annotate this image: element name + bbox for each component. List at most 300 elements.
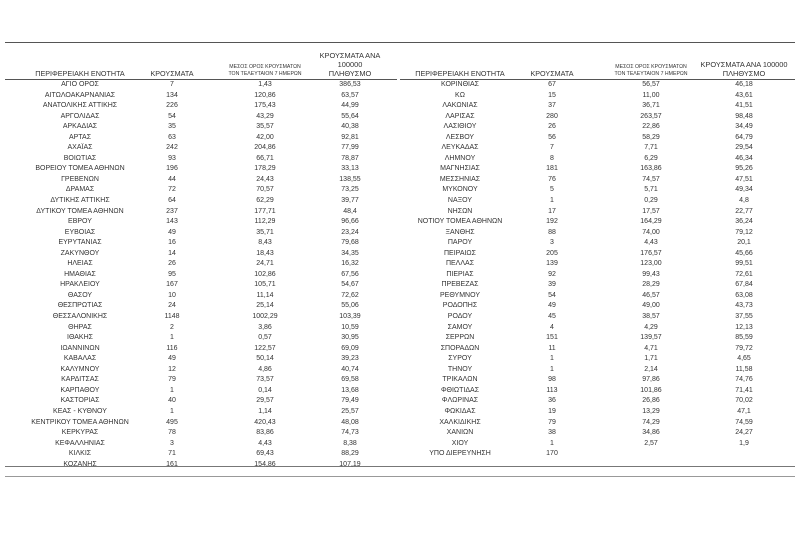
cases-cell: 54 xyxy=(168,112,176,120)
table-row xyxy=(400,154,795,165)
avg-cell: 62,29 xyxy=(256,197,274,205)
table-row xyxy=(400,196,795,207)
per100k-cell: 71,41 xyxy=(735,386,753,394)
table-row xyxy=(5,396,397,407)
avg-cell: 6,29 xyxy=(644,154,658,162)
table-row xyxy=(5,354,397,365)
per100k-cell: 47,51 xyxy=(735,175,753,183)
table-row xyxy=(5,228,397,239)
cases-cell: 39 xyxy=(548,281,556,289)
per100k-cell: 48,4 xyxy=(343,207,357,215)
per100k-cell: 96,66 xyxy=(341,218,359,226)
region-cell: ΚΑΒΑΛΑΣ xyxy=(63,355,97,363)
avg-cell: 17,57 xyxy=(642,207,660,215)
cases-cell: 196 xyxy=(166,165,178,173)
region-cell: ΙΘΑΚΗΣ xyxy=(67,334,93,342)
table-row xyxy=(5,91,397,102)
table-row xyxy=(400,80,795,91)
avg-cell: 36,71 xyxy=(642,102,660,110)
per100k-cell: 43,61 xyxy=(735,91,753,99)
per100k-cell: 40,38 xyxy=(341,123,359,131)
table-row xyxy=(5,154,397,165)
per100k-cell: 41,51 xyxy=(735,102,753,110)
table-row xyxy=(5,333,397,344)
avg-cell: 74,00 xyxy=(642,228,660,236)
cases-cell: 1 xyxy=(170,407,174,415)
header-region: ΠΕΡΙΦΕΡΕΙΑΚΗ ΕΝΟΤΗΤΑ xyxy=(415,69,505,78)
cases-cell: 49 xyxy=(168,355,176,363)
region-cell: ΝΟΤΙΟΥ ΤΟΜΕΑ ΑΘΗΝΩΝ xyxy=(417,218,503,226)
avg-cell: 13,29 xyxy=(642,407,660,415)
per100k-cell: 45,66 xyxy=(735,249,753,257)
header-cases: ΚΡΟΥΣΜΑΤΑ xyxy=(150,69,194,78)
avg-cell: 102,86 xyxy=(254,270,276,278)
per100k-cell: 22,77 xyxy=(735,207,753,215)
cases-cell: 4 xyxy=(550,323,554,331)
cases-cell: 17 xyxy=(548,207,556,215)
table-row xyxy=(5,80,397,91)
cases-cell: 116 xyxy=(166,344,178,352)
table-row xyxy=(400,91,795,102)
cases-cell: 38 xyxy=(548,429,556,437)
region-cell: ΚΕΑΣ - ΚΥΘΝΟΥ xyxy=(53,407,107,415)
per100k-cell: 67,84 xyxy=(735,281,753,289)
per100k-cell: 4,65 xyxy=(737,355,751,363)
cases-cell: 12 xyxy=(168,365,176,373)
avg-cell: 139,57 xyxy=(640,334,662,342)
region-cell: ΛΗΜΝΟΥ xyxy=(444,154,476,162)
avg-cell: 1,14 xyxy=(258,407,272,415)
cases-cell: 35 xyxy=(168,123,176,131)
table-row xyxy=(5,133,397,144)
avg-cell: 123,00 xyxy=(640,260,662,268)
table-row xyxy=(5,185,397,196)
region-cell: ΡΟΔΟΥ xyxy=(447,313,473,321)
avg-cell: 49,00 xyxy=(642,302,660,310)
cases-cell: 95 xyxy=(168,270,176,278)
cases-cell: 54 xyxy=(548,291,556,299)
region-cell: ΑΡΚΑΔΙΑΣ xyxy=(62,123,98,131)
header-per-line1: ΚΡΟΥΣΜΑΤΑ ΑΝΑ 100000 xyxy=(700,60,788,69)
region-cell: ΤΗΝΟΥ xyxy=(447,365,473,373)
cases-cell: 26 xyxy=(168,260,176,268)
cases-cell: 92 xyxy=(548,270,556,278)
cases-cell: 7 xyxy=(550,144,554,152)
table-row xyxy=(5,407,397,418)
table-row xyxy=(400,270,795,281)
header-per100k xyxy=(700,60,788,78)
table-row xyxy=(400,333,795,344)
region-cell: ΗΡΑΚΛΕΙΟΥ xyxy=(60,281,100,289)
avg-cell: 70,57 xyxy=(256,186,274,194)
per100k-cell: 11,58 xyxy=(735,365,753,373)
cases-cell: 37 xyxy=(548,102,556,110)
cases-cell: 1 xyxy=(550,197,554,205)
cases-cell: 40 xyxy=(168,397,176,405)
header-avg-line1: ΜΕΣΟΣ ΟΡΟΣ ΚΡΟΥΣΜΑΤΩΝ xyxy=(229,64,301,70)
table-row xyxy=(400,112,795,123)
avg-cell: 25,14 xyxy=(256,302,274,310)
per100k-cell: 79,49 xyxy=(341,397,359,405)
avg-cell: 1,71 xyxy=(644,355,658,363)
region-cell: ΚΙΛΚΙΣ xyxy=(68,450,92,458)
region-cell: ΛΑΚΩΝΙΑΣ xyxy=(442,102,478,110)
cases-cell: 1 xyxy=(550,355,554,363)
header-avg-line1: ΜΕΣΟΣ ΟΡΟΣ ΚΡΟΥΣΜΑΤΩΝ xyxy=(615,64,687,70)
per100k-cell: 98,48 xyxy=(735,112,753,120)
table-row xyxy=(5,312,397,323)
cases-cell: 45 xyxy=(548,313,556,321)
cases-cell: 242 xyxy=(166,144,178,152)
avg-cell: 99,43 xyxy=(642,270,660,278)
table-row xyxy=(5,449,397,460)
region-cell: ΘΕΣΣΑΛΟΝΙΚΗΣ xyxy=(52,313,108,321)
per100k-cell: 73,25 xyxy=(341,186,359,194)
table-row xyxy=(5,280,397,291)
header-per-line2: ΠΛΗΘΥΣΜΟ xyxy=(722,69,766,78)
per100k-cell: 63,57 xyxy=(341,91,359,99)
header-per-line2: ΠΛΗΘΥΣΜΟ xyxy=(328,69,372,78)
table-row xyxy=(400,280,795,291)
table-body xyxy=(400,80,795,460)
table-row xyxy=(5,270,397,281)
cases-cell: 7 xyxy=(170,81,174,88)
per100k-cell: 13,68 xyxy=(341,386,359,394)
per100k-cell: 24,27 xyxy=(735,429,753,437)
cases-cell: 181 xyxy=(546,165,558,173)
region-cell: ΙΩΑΝΝΙΝΩΝ xyxy=(60,344,100,352)
avg-cell: 83,86 xyxy=(256,429,274,437)
per100k-cell: 34,35 xyxy=(341,249,359,257)
per100k-cell: 77,99 xyxy=(341,144,359,152)
avg-cell: 177,71 xyxy=(254,207,276,215)
per100k-cell: 33,13 xyxy=(341,165,359,173)
cases-cell: 226 xyxy=(166,102,178,110)
table-row xyxy=(5,175,397,186)
avg-cell: 0,14 xyxy=(258,386,272,394)
per100k-cell: 47,1 xyxy=(737,407,751,415)
per100k-cell: 1,9 xyxy=(739,439,749,447)
top-rule xyxy=(5,42,795,43)
region-cell: ΖΑΚΥΝΘΟΥ xyxy=(60,249,100,257)
cases-cell: 134 xyxy=(166,91,178,99)
cases-cell: 19 xyxy=(548,407,556,415)
per100k-cell: 44,99 xyxy=(341,102,359,110)
region-cell: ΕΥΡΥΤΑΝΙΑΣ xyxy=(58,239,102,247)
avg-cell: 35,57 xyxy=(256,123,274,131)
avg-cell: 176,57 xyxy=(640,249,662,257)
per100k-cell: 67,56 xyxy=(341,270,359,278)
table-row xyxy=(5,217,397,228)
region-cell: ΑΓΙΟ ΟΡΟΣ xyxy=(61,81,99,88)
table-row xyxy=(400,259,795,270)
per100k-cell: 85,59 xyxy=(735,334,753,342)
table-row xyxy=(5,112,397,123)
table-row xyxy=(400,228,795,239)
region-cell: ΔΡΑΜΑΣ xyxy=(65,186,95,194)
cases-cell: 113 xyxy=(546,386,558,394)
table-row xyxy=(400,407,795,418)
per100k-cell: 64,79 xyxy=(735,133,753,141)
avg-cell: 8,43 xyxy=(258,239,272,247)
avg-cell: 7,71 xyxy=(644,144,658,152)
table-row xyxy=(5,101,397,112)
cases-cell: 1 xyxy=(550,365,554,373)
region-cell: ΗΜΑΘΙΑΣ xyxy=(64,270,96,278)
table-row xyxy=(400,344,795,355)
cases-cell: 49 xyxy=(548,302,556,310)
region-cell: ΑΡΤΑΣ xyxy=(68,133,92,141)
region-cell: ΒΟΡΕΙΟΥ ΤΟΜΕΑ ΑΘΗΝΩΝ xyxy=(35,165,125,173)
avg-cell: 69,43 xyxy=(256,450,274,458)
table-row xyxy=(5,249,397,260)
region-cell: ΛΕΣΒΟΥ xyxy=(445,133,475,141)
region-cell: ΛΑΣΙΘΙΟΥ xyxy=(443,123,477,131)
avg-cell: 105,71 xyxy=(254,281,276,289)
cases-cell: 78 xyxy=(168,429,176,437)
region-cell: ΦΘΙΩΤΙΔΑΣ xyxy=(440,386,480,394)
per100k-cell: 88,29 xyxy=(341,450,359,458)
avg-cell: 50,14 xyxy=(256,355,274,363)
region-cell: ΡΕΘΥΜΝΟΥ xyxy=(439,291,480,299)
per100k-cell: 46,18 xyxy=(735,81,753,88)
per100k-cell: 79,12 xyxy=(735,228,753,236)
cases-cell: 76 xyxy=(548,175,556,183)
cases-cell: 14 xyxy=(168,249,176,257)
avg-cell: 164,29 xyxy=(640,218,662,226)
per100k-cell: 48,08 xyxy=(341,418,359,426)
cases-cell: 1 xyxy=(170,334,174,342)
cases-cell: 3 xyxy=(550,239,554,247)
table-row xyxy=(400,354,795,365)
region-cell: ΚΑΡΔΙΤΣΑΣ xyxy=(61,376,99,384)
avg-cell: 4,43 xyxy=(644,239,658,247)
avg-cell: 34,86 xyxy=(642,429,660,437)
avg-cell: 154,86 xyxy=(254,460,276,468)
avg-cell: 46,57 xyxy=(642,291,660,299)
left-table xyxy=(5,51,397,470)
avg-cell: 263,57 xyxy=(640,112,662,120)
avg-cell: 1,43 xyxy=(258,81,272,88)
cases-cell: 49 xyxy=(168,228,176,236)
avg-cell: 24,43 xyxy=(256,175,274,183)
per100k-cell: 54,67 xyxy=(341,281,359,289)
avg-cell: 22,86 xyxy=(642,123,660,131)
per100k-cell: 46,34 xyxy=(735,154,753,162)
avg-cell: 11,14 xyxy=(256,291,274,299)
avg-cell: 420,43 xyxy=(254,418,276,426)
table-row xyxy=(400,185,795,196)
table-row xyxy=(5,323,397,334)
region-cell: ΛΕΥΚΑΔΑΣ xyxy=(441,144,479,152)
avg-cell: 97,86 xyxy=(642,376,660,384)
header-region: ΠΕΡΙΦΕΡΕΙΑΚΗ ΕΝΟΤΗΤΑ xyxy=(35,69,125,78)
per100k-cell: 8,38 xyxy=(343,439,357,447)
per100k-cell: 12,13 xyxy=(735,323,753,331)
cases-cell: 1 xyxy=(170,386,174,394)
table-row xyxy=(400,365,795,376)
avg-cell: 38,57 xyxy=(642,313,660,321)
table-row xyxy=(400,386,795,397)
table-row xyxy=(5,207,397,218)
per100k-cell: 63,08 xyxy=(735,291,753,299)
cases-cell: 15 xyxy=(548,91,556,99)
table-row xyxy=(400,396,795,407)
avg-cell: 101,86 xyxy=(640,386,662,394)
region-cell: ΧΙΟΥ xyxy=(451,439,469,447)
table-row xyxy=(5,196,397,207)
avg-cell: 58,29 xyxy=(642,133,660,141)
region-cell: ΠΑΡΟΥ xyxy=(447,239,473,247)
per100k-cell: 4,8 xyxy=(739,197,749,205)
table-row xyxy=(400,101,795,112)
region-cell: ΔΥΤΙΚΟΥ ΤΟΜΕΑ ΑΘΗΝΩΝ xyxy=(36,207,124,215)
region-cell: ΠΙΕΡΙΑΣ xyxy=(446,270,474,278)
cases-cell: 170 xyxy=(546,450,558,458)
avg-cell: 122,57 xyxy=(254,344,276,352)
table-row xyxy=(5,460,397,471)
table-header xyxy=(5,51,397,80)
table-row xyxy=(5,428,397,439)
avg-cell: 0,29 xyxy=(644,197,658,205)
avg-cell: 4,43 xyxy=(258,439,272,447)
table-row xyxy=(400,143,795,154)
avg-cell: 56,57 xyxy=(642,81,660,88)
table-row xyxy=(5,259,397,270)
per100k-cell: 138,55 xyxy=(339,175,361,183)
cases-cell: 16 xyxy=(168,239,176,247)
cases-cell: 161 xyxy=(166,460,178,468)
cases-cell: 280 xyxy=(546,112,558,120)
avg-cell: 18,43 xyxy=(256,249,274,257)
per100k-cell: 30,95 xyxy=(341,334,359,342)
region-cell: ΠΕΛΛΑΣ xyxy=(445,260,475,268)
cases-cell: 44 xyxy=(168,175,176,183)
table-body xyxy=(5,80,397,470)
region-cell: ΚΩ xyxy=(455,91,465,99)
per100k-cell: 78,87 xyxy=(341,154,359,162)
table-row xyxy=(400,449,795,460)
table-row xyxy=(5,386,397,397)
table-row xyxy=(400,301,795,312)
per100k-cell: 20,1 xyxy=(737,239,751,247)
table-row xyxy=(400,164,795,175)
table-row xyxy=(400,122,795,133)
cases-cell: 26 xyxy=(548,123,556,131)
per100k-cell: 79,68 xyxy=(341,239,359,247)
table-row xyxy=(400,428,795,439)
per100k-cell: 16,32 xyxy=(341,260,359,268)
table-row xyxy=(5,301,397,312)
cases-cell: 11 xyxy=(548,344,556,352)
avg-cell: 4,86 xyxy=(258,365,272,373)
table-header xyxy=(400,58,795,80)
avg-cell: 5,71 xyxy=(644,186,658,194)
avg-cell: 204,86 xyxy=(254,144,276,152)
cases-cell: 1148 xyxy=(164,313,180,321)
avg-cell: 24,71 xyxy=(256,260,274,268)
cases-cell: 151 xyxy=(546,334,558,342)
avg-cell: 112,29 xyxy=(254,218,276,226)
per100k-cell: 36,24 xyxy=(735,218,753,226)
region-cell: ΘΕΣΠΡΩΤΙΑΣ xyxy=(57,302,103,310)
per100k-cell: 37,55 xyxy=(735,313,753,321)
bottom-rule-secondary xyxy=(5,476,795,477)
right-table xyxy=(400,58,795,460)
per100k-cell: 40,74 xyxy=(341,365,359,373)
per100k-cell: 55,64 xyxy=(341,112,359,120)
region-cell: ΚΑΡΠΑΘΟΥ xyxy=(60,386,100,394)
table-row xyxy=(5,344,397,355)
per100k-cell: 23,24 xyxy=(341,228,359,236)
avg-cell: 11,00 xyxy=(642,91,660,99)
cases-cell: 88 xyxy=(548,228,556,236)
avg-cell: 74,29 xyxy=(642,418,660,426)
per100k-cell: 34,49 xyxy=(735,123,753,131)
region-cell: ΔΥΤΙΚΗΣ ΑΤΤΙΚΗΣ xyxy=(50,197,110,205)
table-row xyxy=(5,439,397,450)
region-cell: ΝΗΣΩΝ xyxy=(447,207,473,215)
per100k-cell: 103,39 xyxy=(339,313,361,321)
cases-cell: 63 xyxy=(168,133,176,141)
region-cell: ΑΝΑΤΟΛΙΚΗΣ ΑΤΤΙΚΗΣ xyxy=(42,102,118,110)
region-cell: ΥΠΟ ΔΙΕΡΕΥΝΗΣΗ xyxy=(429,450,491,458)
region-cell: ΘΑΣΟΥ xyxy=(67,291,93,299)
per100k-cell: 107,19 xyxy=(339,460,361,468)
avg-cell: 66,71 xyxy=(256,154,274,162)
region-cell: ΧΑΛΚΙΔΙΚΗΣ xyxy=(439,418,481,426)
region-cell: ΑΡΓΟΛΙΔΑΣ xyxy=(60,112,100,120)
per100k-cell: 55,06 xyxy=(341,302,359,310)
region-cell: ΣΠΟΡΑΔΩΝ xyxy=(440,344,480,352)
avg-cell: 163,86 xyxy=(640,165,662,173)
avg-cell: 0,57 xyxy=(258,334,272,342)
header-per100k xyxy=(310,51,390,78)
cases-cell: 3 xyxy=(170,439,174,447)
per100k-cell: 69,58 xyxy=(341,376,359,384)
table-row xyxy=(400,249,795,260)
per100k-cell: 39,77 xyxy=(341,197,359,205)
table-row xyxy=(5,238,397,249)
cases-cell: 79 xyxy=(548,418,556,426)
avg-cell: 73,57 xyxy=(256,376,274,384)
table-row xyxy=(400,175,795,186)
table-row xyxy=(400,312,795,323)
region-cell: ΚΑΣΤΟΡΙΑΣ xyxy=(60,397,100,405)
avg-cell: 4,29 xyxy=(644,323,658,331)
avg-cell: 4,71 xyxy=(644,344,658,352)
region-cell: ΛΑΡΙΣΑΣ xyxy=(445,112,475,120)
region-cell: ΠΡΕΒΕΖΑΣ xyxy=(441,281,479,289)
cases-cell: 98 xyxy=(548,376,556,384)
cases-cell: 24 xyxy=(168,302,176,310)
per100k-cell: 70,02 xyxy=(735,397,753,405)
cases-cell: 79 xyxy=(168,376,176,384)
avg-cell: 1002,29 xyxy=(252,313,278,321)
region-cell: ΣΥΡΟΥ xyxy=(448,355,472,363)
cases-cell: 205 xyxy=(546,249,558,257)
cases-cell: 67 xyxy=(548,81,556,88)
region-cell: ΚΕΝΤΡΙΚΟΥ ΤΟΜΕΑ ΑΘΗΝΩΝ xyxy=(31,418,129,426)
per100k-cell: 72,62 xyxy=(341,291,359,299)
per100k-cell: 74,76 xyxy=(735,376,753,384)
region-cell: ΞΑΝΘΗΣ xyxy=(445,228,475,236)
cases-cell: 192 xyxy=(546,218,558,226)
per100k-cell: 74,73 xyxy=(341,429,359,437)
region-cell: ΘΗΡΑΣ xyxy=(68,323,92,331)
per100k-cell: 39,23 xyxy=(341,355,359,363)
cases-cell: 72 xyxy=(168,186,176,194)
